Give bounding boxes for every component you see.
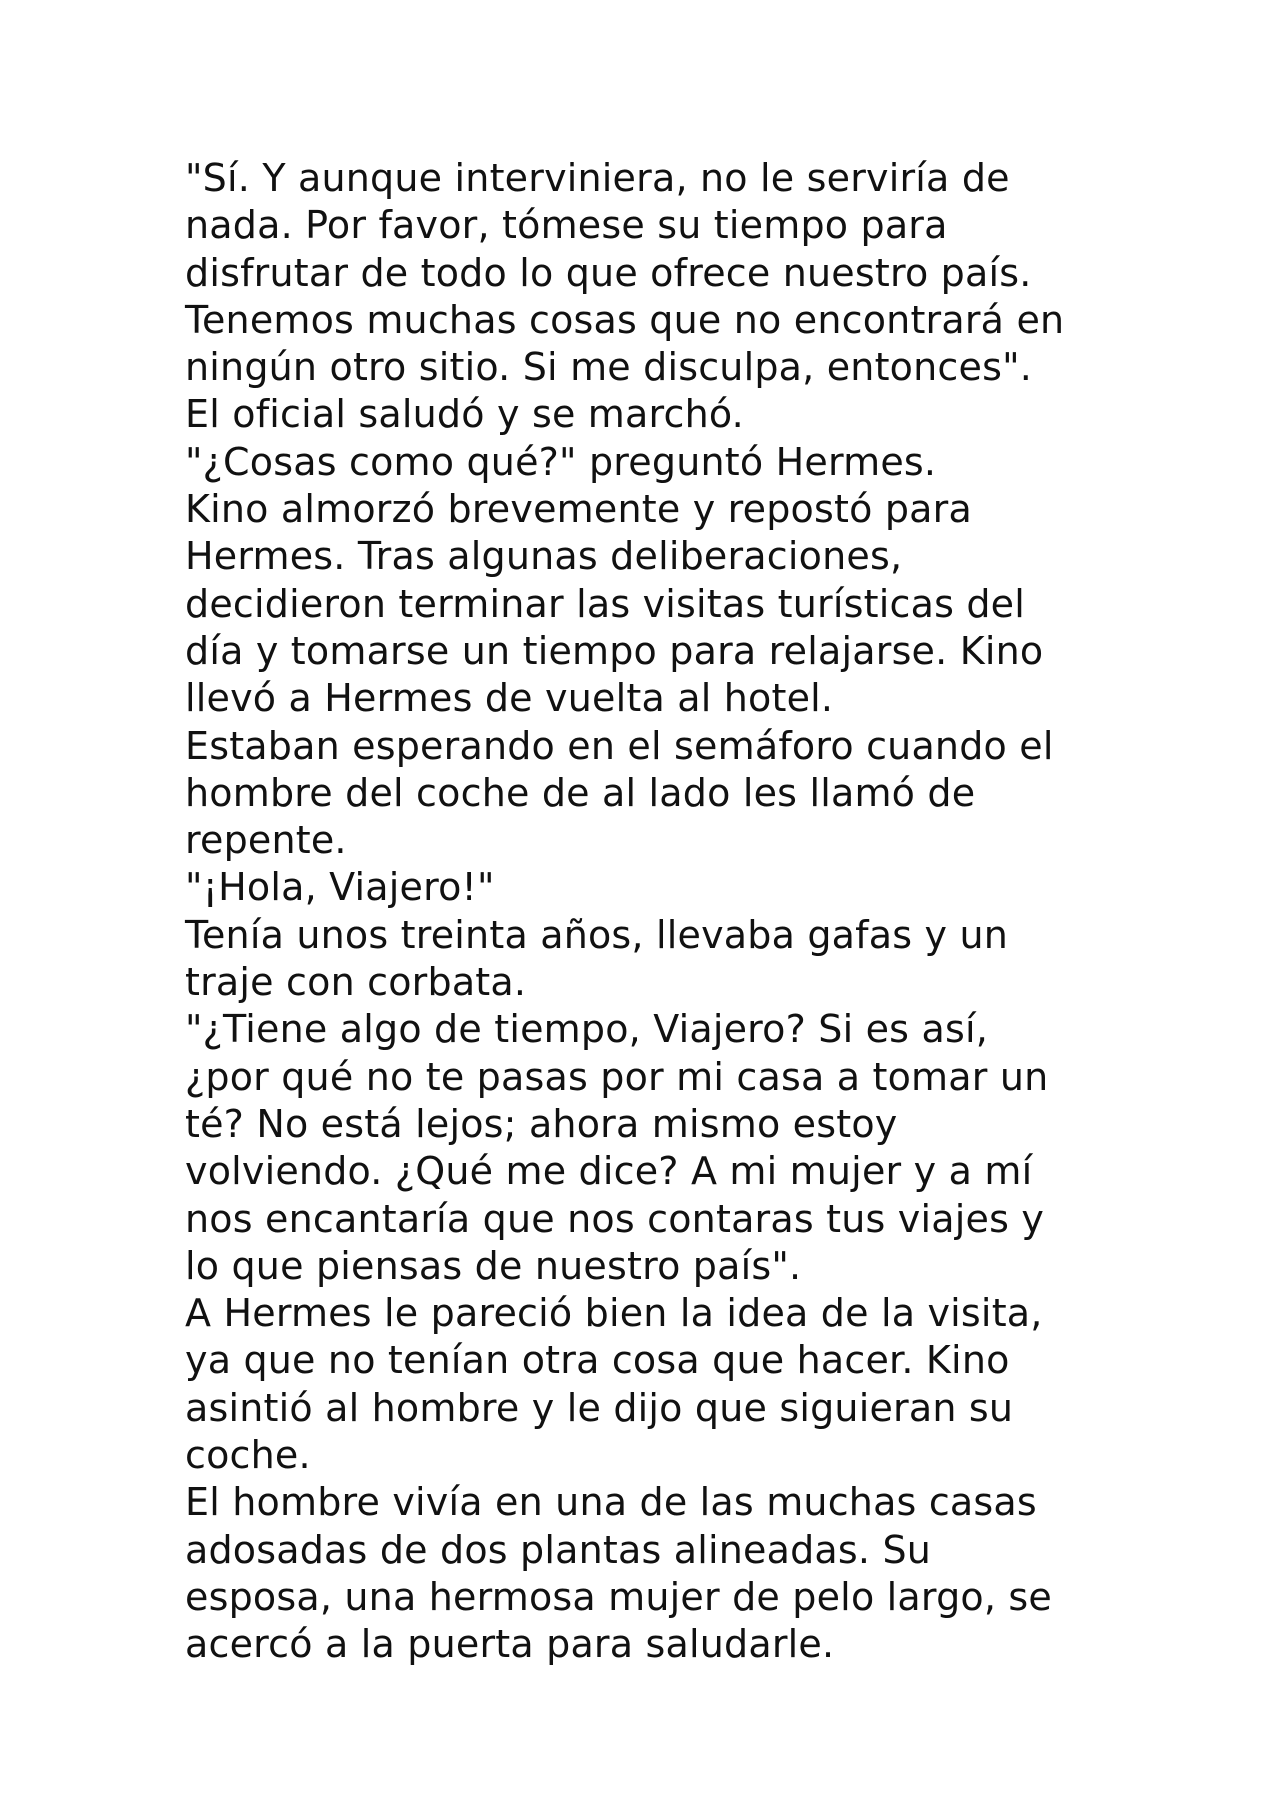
text-line: adosadas de dos plantas alineadas. Su	[185, 1527, 932, 1572]
text-line: disfrutar de todo lo que ofrece nuestro país.	[185, 250, 1032, 295]
text-line: repente.	[185, 818, 347, 863]
text-line: "¿Cosas como qué?" preguntó Hermes.	[185, 439, 937, 484]
text-line: El hombre vivía en una de las muchas casas	[185, 1480, 1037, 1525]
text-line: ya que no tenían otra cosa que hacer. Kino	[185, 1338, 1010, 1383]
text-line: El oficial saludó y se marchó.	[185, 392, 744, 437]
text-line: Tenemos muchas cosas que no encontrará en	[185, 297, 1065, 342]
text-line: acercó a la puerta para saludarle.	[185, 1622, 835, 1667]
text-line: coche.	[185, 1433, 311, 1478]
text-line: A Hermes le pareció bien la idea de la visita,	[185, 1291, 1043, 1336]
text-line: lo que piensas de nuestro país".	[185, 1243, 802, 1288]
text-line: ningún otro sitio. Si me disculpa, entonces".	[185, 345, 1033, 390]
text-line: té? No está lejos; ahora mismo estoy	[185, 1101, 898, 1146]
text-line: traje con corbata.	[185, 960, 527, 1005]
text-line: llevó a Hermes de vuelta al hotel.	[185, 676, 834, 721]
text-line: decidieron terminar las visitas turísticas del	[185, 581, 1026, 626]
text-line: "¿Tiene algo de tiempo, Viajero? Si es así,	[185, 1007, 988, 1052]
text-line: Estaban esperando en el semáforo cuando el	[185, 723, 1054, 768]
text-line: asintió al hombre y le dijo que siguieran su	[185, 1385, 1014, 1430]
text-line: esposa, una hermosa mujer de pelo largo, se	[185, 1574, 1052, 1619]
text-line: ¿por qué no te pasas por mi casa a tomar un	[185, 1054, 1049, 1099]
text-line: hombre del coche de al lado les llamó de	[185, 770, 976, 815]
text-line: Tenía unos treinta años, llevaba gafas y un	[185, 912, 1009, 957]
text-line: "Sí. Y aunque interviniera, no le serviría de	[185, 156, 1010, 200]
text-line: Kino almorzó brevemente y repostó para	[185, 487, 972, 532]
body-text	[185, 155, 1225, 1669]
text-line: día y tomarse un tiempo para relajarse. Kino	[185, 628, 1044, 673]
text-line: "¡Hola, Viajero!"	[185, 865, 495, 910]
text-line: Hermes. Tras algunas deliberaciones,	[185, 534, 903, 579]
text-line: nada. Por favor, tómese su tiempo para	[185, 203, 948, 248]
text-line: volviendo. ¿Qué me dice? A mi mujer y a mí	[185, 1149, 1033, 1194]
text-line: nos encantaría que nos contaras tus viajes y	[185, 1196, 1045, 1241]
